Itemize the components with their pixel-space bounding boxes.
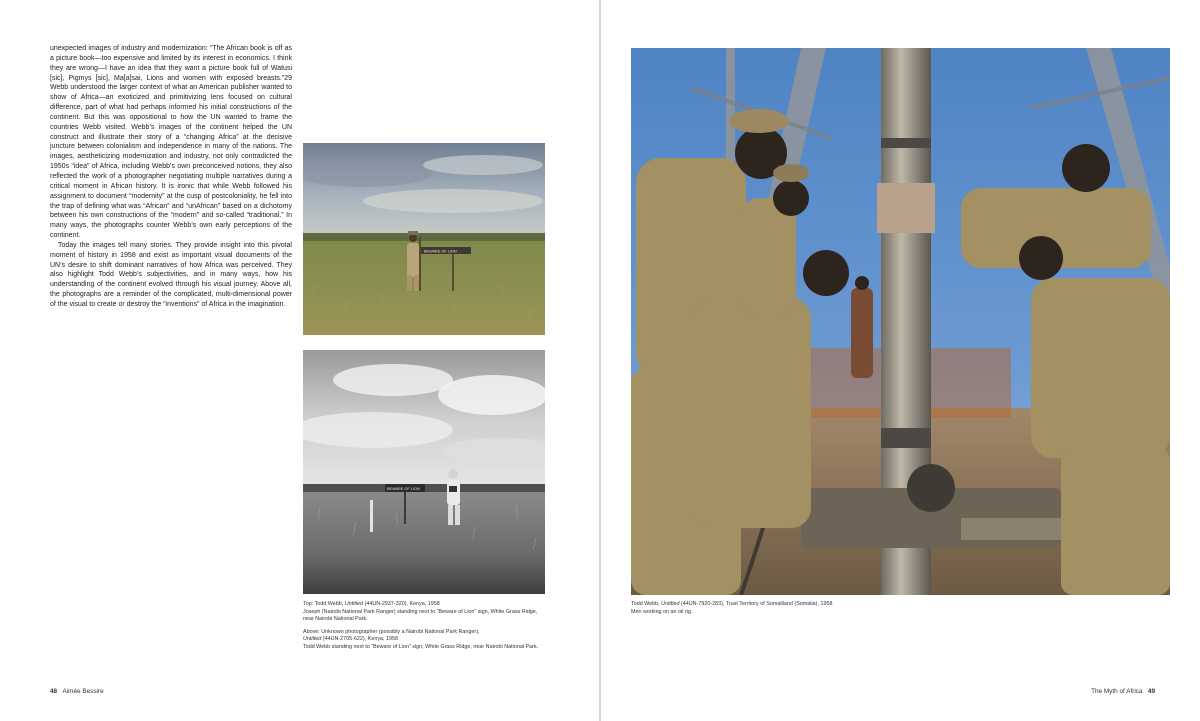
photo-webb-lion-sign [303, 350, 545, 594]
caption-above-line1: Above: Unknown photographer (possibly a Nairobi National Park Ranger), [303, 628, 480, 635]
photo-oil-rig-workers [631, 48, 1170, 595]
photo-ranger-lion-sign [303, 143, 545, 335]
caption-left-photos [303, 601, 545, 657]
caption-top-prefix: Top: Todd Webb, [303, 601, 345, 607]
caption-rig-line2: Men working on an oil rig. [631, 608, 693, 615]
sign-text-bw: BEWARE OF LION [387, 487, 420, 491]
caption-above-rest: (44UN-2705-622), Kenya, 1958 [321, 636, 398, 643]
body-paragraph-1: unexpected images of industry and modernization: “The African book is off as a picture book—too expensive and limited by its interest in economics. I think they are wrong—I have an idea that they want a picture book full of Watusi [sic], Pigmys [sic], Ma[a]sai, Lions and women with exposed breasts.”29 Webb understood the larger context of what an American publisher wanted to show of Africa—an exoticized and primitivizing lens focused on cultural difference, part of what had perhaps informed his initial constructions of the continent. But this was oppositional to how the UN wanted to frame the countries Webb visited. Webb’s images of the continent helped the UN construct and illustrate their story of a “changing Africa” at the decisive juncture between colonialism and independence in many of the nations. The images, aestheticizing modernization and industry, not only contradicted the 1950s “idea” of Africa, including Webb’s own preconceived notions, they also reflected the work of a photographer negotiating multiple narratives during a critical moment in African history. It is ironic that while Webb followed his assignment to document “modernity” at the cusp of postcoloniality, he fell into the trap of defining what was “African” and “unAfrican” based on a dichotomy between his own constructions of the “modern” and so-called “traditional.” In many ways, the photographs counter Webb’s own early perceptions of the continent. [50, 45, 292, 240]
caption-top-title: Untitled [344, 601, 364, 607]
sign-text-color: BEWARE OF LION [424, 249, 457, 254]
body-paragraph-2: Today the images tell many stories. They provide insight into this pivotal moment of history in 1958 and exist as important visual documents of the UN’s desire to shift dominant narratives of how Africa was perceived. They also highlight Todd Webb’s subjectivities, and in many ways, how his understanding of the continent evolved through his visual journey. Above all, the photographs are a reminder of the complicated, multi-dimensional power of the visual to create or destroy the “inventions” of Africa in the imagination. [50, 241, 292, 308]
page-number-left: 48 [50, 688, 58, 695]
caption-top-photo [303, 601, 545, 624]
folio-right [1091, 688, 1155, 695]
folio-left [50, 688, 104, 695]
caption-above-line2: Todd Webb standing next to “Beware of Lion” sign, White Grass Ridge, near Nairobi National Park. [303, 643, 539, 650]
caption-rig-rest: (44UN-7920-283), Trust Territory of Somaliland (Somalia), 1958 [679, 601, 833, 607]
folio-author: Aimée Bessire [62, 688, 104, 695]
page-number-right: 49 [1147, 688, 1155, 695]
caption-top-rest: (44UN-2937-320), Kenya, 1958 [363, 601, 440, 607]
caption-top-line2: Joseph (Nairobi National Park Ranger) standing next to “Beware of Lion” sign, White Grass Ridge, near Nairobi National Park. [303, 608, 538, 623]
caption-above-title: Untitled [303, 636, 322, 643]
body-text [50, 44, 292, 310]
folio-title: The Myth of Africa [1091, 688, 1143, 695]
caption-above-photo [303, 629, 545, 652]
right-page [601, 0, 1200, 721]
caption-oil-rig [631, 601, 951, 621]
caption-rig-title: Untitled [661, 601, 680, 607]
caption-rig-prefix: Todd Webb, [631, 601, 662, 607]
